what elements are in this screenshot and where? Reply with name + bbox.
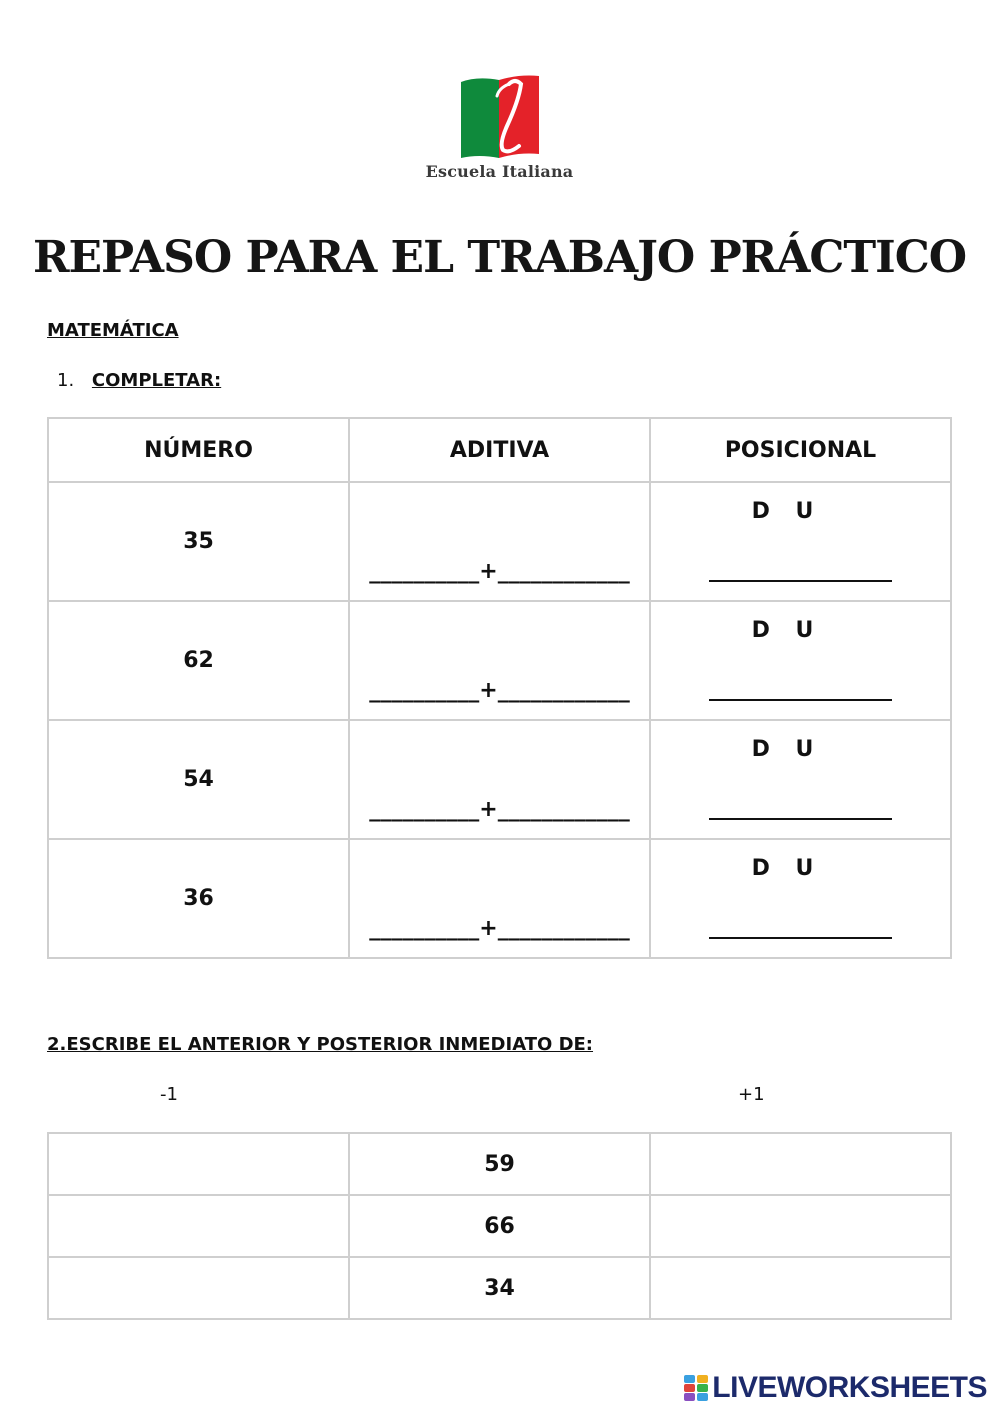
next-answer-cell[interactable] [650, 1257, 951, 1319]
previous-answer-cell[interactable] [48, 1133, 349, 1195]
exercise-1-number: 1. [57, 370, 75, 391]
table-row [48, 1195, 951, 1257]
additive-cell[interactable] [349, 720, 650, 839]
number-cell: 54 [48, 720, 349, 839]
additive-blank[interactable]: __________+____________ [369, 559, 630, 584]
tens-units-label: D U [751, 618, 814, 643]
additive-cell[interactable] [349, 601, 650, 720]
school-logo [0, 70, 999, 181]
number-cell: 62 [48, 601, 349, 720]
additive-blank[interactable]: __________+____________ [369, 678, 630, 703]
tens-units-label: D U [751, 499, 814, 524]
number-cell: 59 [349, 1133, 650, 1195]
additive-blank[interactable]: __________+____________ [369, 916, 630, 941]
additive-cell[interactable] [349, 839, 650, 958]
number-cell: 34 [349, 1257, 650, 1319]
liveworksheets-logo-icon [684, 1375, 708, 1401]
school-name: Escuela Italiana [425, 162, 574, 181]
exercise-2-heading: 2.ESCRIBE EL ANTERIOR Y POSTERIOR INMEDIATO DE: [47, 1034, 594, 1055]
column-header-number: NÚMERO [48, 418, 349, 482]
answer-line[interactable] [709, 699, 892, 701]
number-cell: 36 [48, 839, 349, 958]
positional-cell[interactable] [650, 601, 951, 720]
positional-cell[interactable] [650, 839, 951, 958]
answer-line[interactable] [709, 937, 892, 939]
next-answer-cell[interactable] [650, 1195, 951, 1257]
exercise-1-table [47, 417, 952, 959]
positional-cell[interactable] [650, 482, 951, 601]
exercise-2-table [47, 1132, 952, 1320]
exercise-1-heading [57, 370, 221, 391]
liveworksheets-brand [684, 1371, 987, 1405]
column-header-additive: ADITIVA [349, 418, 650, 482]
school-logo-icon [459, 70, 541, 160]
page-title: REPASO PARA EL TRABAJO PRÁCTICO [32, 232, 967, 283]
table-header-row [48, 418, 951, 482]
table-row [48, 1257, 951, 1319]
previous-answer-cell[interactable] [48, 1195, 349, 1257]
answer-line[interactable] [709, 818, 892, 820]
table-row [48, 482, 951, 601]
next-answer-cell[interactable] [650, 1133, 951, 1195]
number-cell: 35 [48, 482, 349, 601]
answer-line[interactable] [709, 580, 892, 582]
table-row [48, 601, 951, 720]
brand-name: LIVEWORKSHEETS [712, 1371, 987, 1404]
number-cell: 66 [349, 1195, 650, 1257]
column-header-positional: POSICIONAL [650, 418, 951, 482]
additive-blank[interactable]: __________+____________ [369, 797, 630, 822]
tens-units-label: D U [751, 856, 814, 881]
additive-cell[interactable] [349, 482, 650, 601]
table-row [48, 1133, 951, 1195]
exercise-1-label: COMPLETAR: [91, 370, 222, 391]
previous-answer-cell[interactable] [48, 1257, 349, 1319]
tens-units-label: D U [751, 737, 814, 762]
table-row [48, 839, 951, 958]
table-row [48, 720, 951, 839]
positional-cell[interactable] [650, 720, 951, 839]
plus-one-label: +1 [738, 1084, 765, 1105]
subject-heading: MATEMÁTICA [47, 320, 179, 341]
minus-one-label: -1 [160, 1084, 178, 1105]
